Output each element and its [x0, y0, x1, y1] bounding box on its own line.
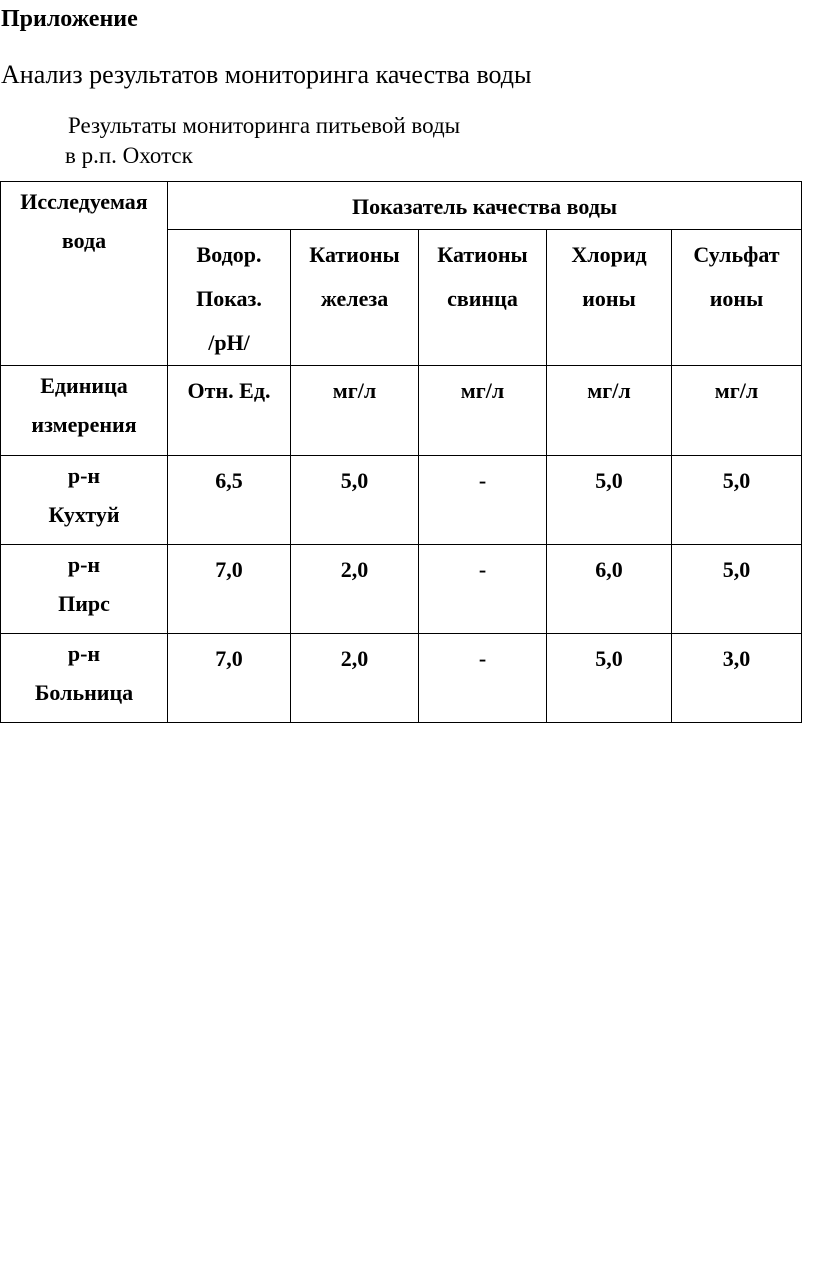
value-cell: 5,0: [547, 456, 672, 545]
column-header-iron: [291, 230, 419, 366]
water-quality-table: [0, 181, 802, 723]
value-cell: 6,0: [547, 545, 672, 634]
table-row: [1, 456, 802, 545]
water-header-line1: Исследуемая: [20, 189, 148, 214]
header-cell-water: [1, 182, 168, 366]
column-header-line: Водор.: [196, 242, 262, 267]
document-title: Анализ результатов мониторинга качества воды: [1, 60, 532, 89]
column-header-ph: [168, 230, 291, 366]
units-label-line1: Единица: [40, 373, 128, 398]
value-cell: 2,0: [291, 545, 419, 634]
row-name-cell: [1, 545, 168, 634]
column-header-line: ионы: [709, 286, 764, 311]
row-name-line2: Больница: [34, 680, 134, 705]
row-name-cell: [1, 634, 168, 723]
indicator-header-text: Показатель качества воды: [352, 194, 618, 219]
column-header-sulfate: [672, 230, 802, 366]
column-header-line: свинца: [447, 286, 518, 311]
unit-cell: мг/л: [291, 366, 419, 456]
unit-cell: мг/л: [547, 366, 672, 456]
row-name-line1: р-н: [67, 641, 101, 666]
table-units-row: [1, 366, 802, 456]
column-header-line: Показ.: [196, 286, 262, 311]
column-header-line: ионы: [582, 286, 636, 311]
unit-cell: мг/л: [672, 366, 802, 456]
column-header-lead: [419, 230, 547, 366]
table-row: [1, 634, 802, 723]
value-cell: 5,0: [672, 545, 802, 634]
header-cell-indicator: [168, 182, 802, 230]
value-cell: 6,5: [168, 456, 291, 545]
value-cell: 3,0: [672, 634, 802, 723]
column-header-line: железа: [320, 286, 389, 311]
water-header-line2: вода: [61, 228, 107, 253]
column-header-chloride: [547, 230, 672, 366]
units-label-line2: измерения: [31, 412, 137, 437]
row-name-cell: [1, 456, 168, 545]
column-header-line: /pH/: [208, 330, 250, 355]
unit-cell: Отн. Ед.: [168, 366, 291, 456]
value-cell: -: [419, 456, 547, 545]
value-cell: -: [419, 545, 547, 634]
value-cell: 5,0: [547, 634, 672, 723]
table-row: [1, 545, 802, 634]
table-header-row: [1, 182, 802, 230]
row-name-line1: р-н: [67, 463, 101, 488]
value-cell: 5,0: [672, 456, 802, 545]
table-caption-line1: Результаты мониторинга питьевой воды: [68, 113, 461, 138]
unit-cell: мг/л: [419, 366, 547, 456]
column-header-line: Сульфат: [693, 242, 780, 267]
row-name-line2: Пирс: [58, 591, 110, 616]
column-header-line: Катионы: [437, 242, 528, 267]
column-header-line: Хлорид: [571, 242, 647, 267]
value-cell: -: [419, 634, 547, 723]
units-label-cell: [1, 366, 168, 456]
appendix-heading: Приложение: [1, 6, 138, 32]
value-cell: 7,0: [168, 634, 291, 723]
value-cell: 7,0: [168, 545, 291, 634]
column-header-line: Катионы: [309, 242, 400, 267]
table-caption-line2: в р.п. Охотск: [65, 143, 193, 168]
value-cell: 2,0: [291, 634, 419, 723]
row-name-line1: р-н: [67, 552, 101, 577]
row-name-line2: Кухтуй: [48, 502, 120, 527]
value-cell: 5,0: [291, 456, 419, 545]
